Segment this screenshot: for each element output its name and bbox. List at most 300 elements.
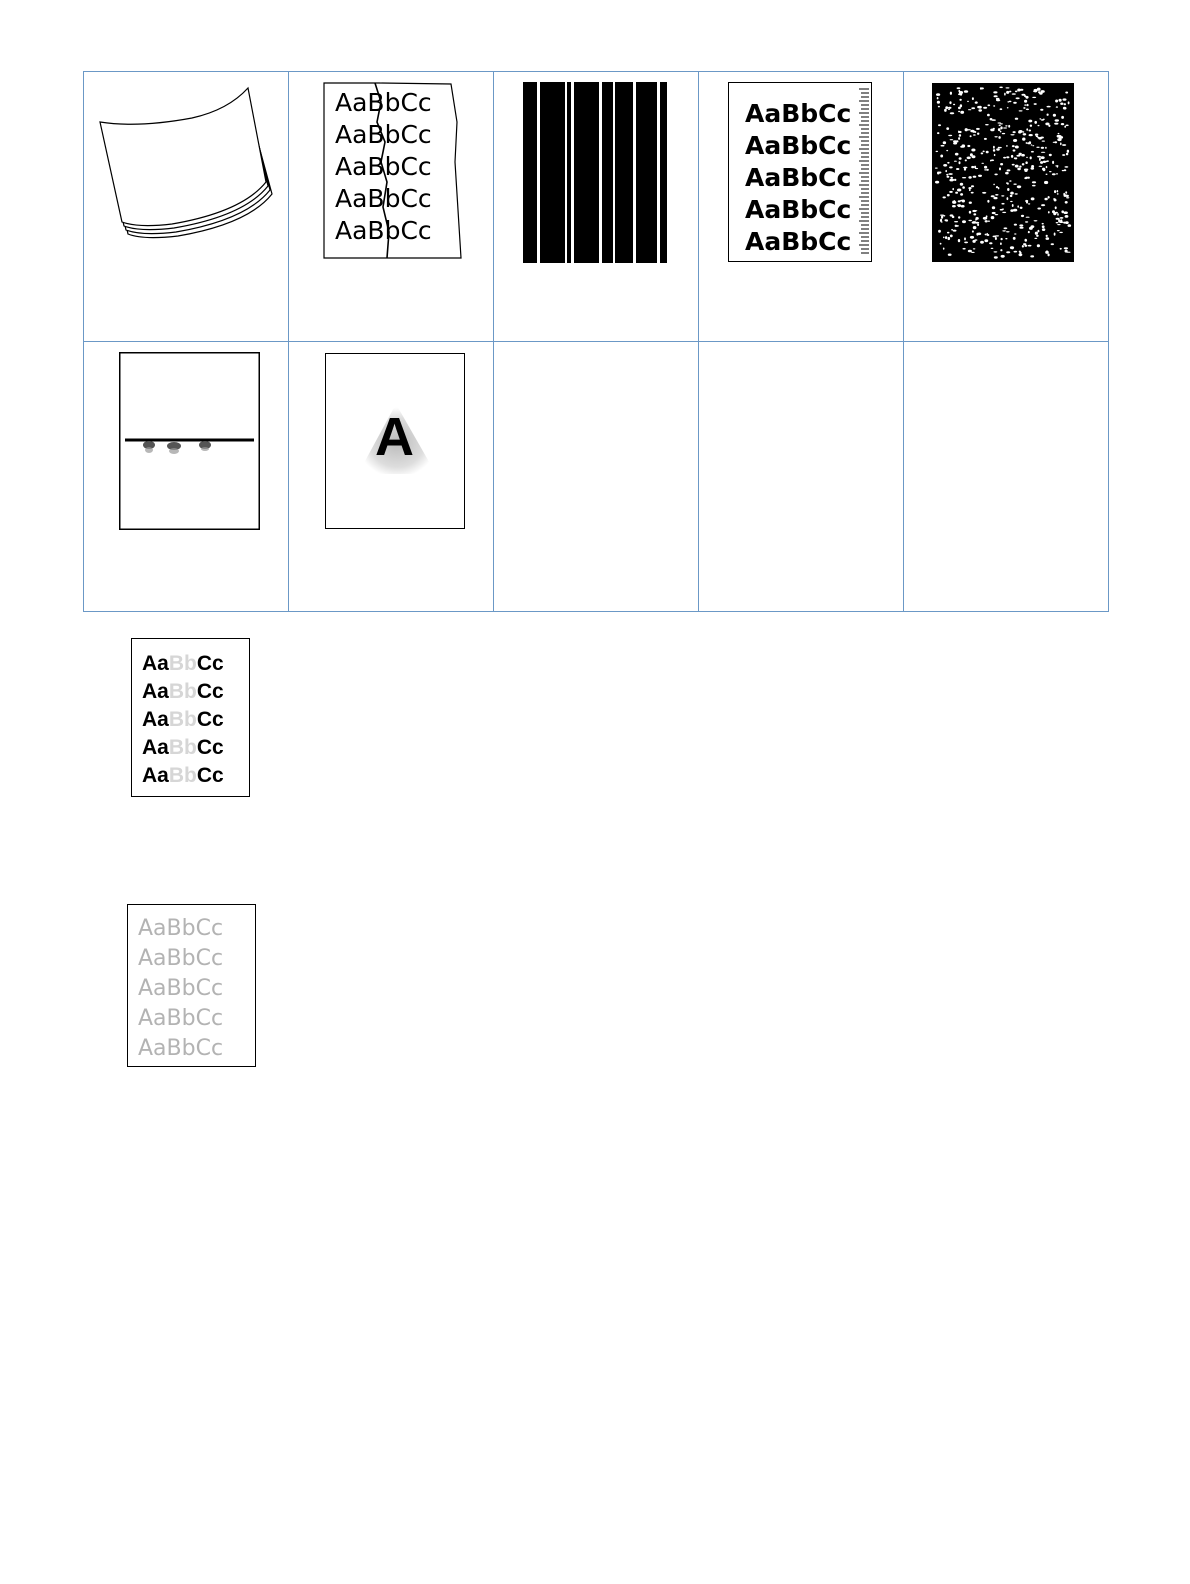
speckle-dot: [964, 237, 966, 240]
speckle-dot: [1024, 100, 1027, 103]
speckle-dot: [981, 152, 984, 154]
speckle-dot: [958, 204, 961, 207]
speckle-dot: [1028, 245, 1032, 247]
speckle-dot: [1004, 93, 1006, 96]
speckle-dot: [1022, 245, 1024, 248]
speckle-dot: [1006, 91, 1009, 94]
speckle-dot: [1015, 146, 1019, 149]
speckle-dot: [1040, 109, 1043, 111]
speckle-dot: [1002, 212, 1006, 213]
speckle-dot: [1006, 145, 1008, 147]
speckle-dot: [1048, 254, 1050, 257]
speckle-dot: [1037, 88, 1041, 91]
speckle-dot: [992, 119, 996, 121]
speckle-dot: [1006, 182, 1008, 184]
speckle-dot: [943, 237, 945, 239]
speckle-dot: [935, 168, 938, 169]
speckle-dot: [946, 127, 949, 130]
sample-text-line: AaBbCc: [138, 946, 224, 971]
speckle-dot: [1054, 190, 1056, 193]
speckle-dot: [1049, 154, 1052, 156]
speckle-dot: [1044, 181, 1048, 184]
speckle-dot: [992, 212, 996, 214]
speckle-dot: [952, 205, 956, 207]
speckle-dot: [1015, 91, 1018, 93]
speckle-dot: [961, 205, 965, 208]
speckle-dot: [1007, 188, 1009, 191]
speckle-dot: [1020, 207, 1023, 209]
sample-text-line: AaBbCc: [745, 227, 852, 256]
speckle-dot: [1002, 230, 1006, 231]
speckle-dot: [1012, 93, 1016, 95]
speckle-dot: [993, 128, 995, 130]
vertical-streaks-illustration: [523, 82, 667, 263]
speckle-dot: [963, 248, 966, 250]
speckle-dot: [943, 215, 945, 217]
speckle-dot: [978, 175, 982, 177]
speckle-dot: [937, 172, 940, 175]
speckle-dot: [985, 124, 989, 125]
speckle-dot: [1017, 205, 1019, 207]
speckle-dot: [1027, 177, 1030, 179]
speckle-dot: [970, 153, 973, 156]
speckle-dot: [1026, 157, 1028, 158]
speckle-dot: [1007, 107, 1009, 108]
speckle-dot: [951, 179, 953, 181]
speckle-dot: [1023, 133, 1027, 135]
speckle-dot: [980, 87, 982, 89]
speckle-dot: [1019, 224, 1023, 226]
speckle-dot: [999, 87, 1003, 89]
sample-text-line: AaBbCc: [138, 1006, 224, 1031]
speckle-dot: [1025, 161, 1027, 164]
speckle-dot: [998, 136, 1000, 139]
dark-text: Cc: [196, 708, 224, 731]
sample-text-line: AaBbCc: [335, 152, 432, 181]
speckle-dot: [1009, 180, 1011, 182]
speckle-dot: [1060, 142, 1062, 145]
speckle-dot: [1041, 147, 1044, 149]
speckle-dot: [999, 167, 1001, 170]
speckle-dot: [945, 236, 947, 239]
speckle-dot: [1042, 225, 1045, 228]
speckle-dot: [1038, 137, 1042, 140]
speckle-dot: [967, 145, 970, 147]
speckle-dot: [960, 183, 963, 186]
speckle-dot: [943, 248, 945, 250]
speckle-dot: [1049, 171, 1052, 172]
speckle-dot: [962, 220, 966, 223]
speckle-dot: [987, 200, 989, 203]
table-cell-horizontal-line: [84, 342, 289, 612]
speckle-dot: [995, 194, 998, 196]
speckle-dot: [1055, 119, 1059, 121]
speckle-dot: [1011, 155, 1013, 158]
speckle-dot: [1041, 204, 1045, 206]
speckle-dot: [953, 142, 957, 145]
speckle-dot: [1066, 195, 1069, 197]
speckle-dot: [1021, 215, 1024, 217]
speckle-dot: [993, 149, 995, 152]
speckle-dot: [964, 242, 968, 244]
speckle-dot: [996, 186, 998, 188]
speckle-dot: [958, 131, 960, 134]
speckle-dot: [995, 235, 999, 236]
speckle-dot: [1065, 92, 1068, 94]
speckle-dot: [1017, 89, 1021, 92]
speckle-dot: [951, 229, 953, 231]
speckle-dot: [970, 236, 974, 239]
speckle-dot: [1014, 233, 1016, 234]
speckle-dot: [1025, 221, 1028, 222]
speckle-dot: [957, 189, 961, 192]
speckle-dot: [1060, 217, 1064, 219]
speckle-dot: [1015, 118, 1018, 120]
speckle-dot: [1019, 253, 1023, 256]
speckle-dot: [948, 107, 952, 109]
speckle-dot: [972, 230, 974, 232]
speckle-dot: [947, 176, 950, 178]
speckle-dot: [1046, 250, 1048, 251]
speckle-dot: [967, 101, 969, 102]
speckle-dot: [1019, 227, 1023, 229]
speckle-dot: [1026, 217, 1030, 218]
speckle-dot: [941, 221, 943, 222]
speckle-dot: [987, 234, 989, 236]
speckle-dot: [1064, 211, 1068, 214]
speckle-dot: [1044, 198, 1047, 201]
sample-text-line: [142, 653, 224, 674]
speckle-dot: [1013, 184, 1016, 185]
speckle-dot: [1046, 174, 1048, 175]
speckle-dot: [959, 157, 962, 160]
speckle-dot: [1064, 126, 1066, 128]
table-cell-vertical-streaks: [494, 72, 699, 342]
speckle-dot: [977, 224, 979, 227]
sample-text-line: AaBbCc: [335, 216, 432, 245]
speckle-dot: [1057, 224, 1060, 225]
speckle-dot: [950, 92, 952, 95]
speckle-dot: [977, 133, 979, 135]
speckle-dot: [973, 176, 977, 178]
speckle-dot: [968, 250, 972, 253]
faded-middle-illustration: [131, 638, 250, 797]
speckle-dot: [1065, 166, 1069, 168]
speckle-dot: [984, 166, 987, 169]
speckle-dot: [1036, 235, 1039, 237]
speckle-dot: [1034, 238, 1037, 239]
sample-text-line: [142, 709, 224, 730]
speckle-dot: [1027, 142, 1030, 144]
speckle-dot: [960, 193, 963, 196]
speckle-dot: [989, 242, 992, 244]
speckle-dot: [954, 179, 956, 181]
speckle-dot: [1039, 118, 1041, 119]
speckle-dot: [950, 139, 954, 140]
sample-text-line: AaBbCc: [745, 163, 852, 192]
speckle-dot: [1028, 120, 1032, 123]
table-row: [84, 72, 1109, 342]
sample-text-line: AaBbCc: [335, 120, 432, 149]
speckle-dot: [959, 99, 961, 101]
speckle-dot: [959, 161, 961, 164]
speckle-dot: [962, 200, 965, 203]
speckle-dot: [935, 181, 939, 184]
speckle-dot: [1066, 153, 1068, 156]
speckle-dot: [937, 132, 939, 134]
speckle-dot: [1013, 149, 1016, 151]
speckle-dot: [1059, 99, 1062, 102]
speckle-dot: [949, 191, 953, 193]
faded-text: Bb: [168, 736, 197, 759]
speckle-dot: [978, 109, 982, 111]
speckle-dot: [1013, 139, 1017, 142]
speckle-dot: [936, 151, 939, 152]
speckle-dot: [948, 237, 951, 240]
speckle-dot: [950, 112, 954, 114]
speckle-dot: [1000, 108, 1003, 110]
sample-text-line: AaBbCc: [138, 976, 224, 1001]
speckle-dot: [1028, 231, 1030, 233]
speckle-dot: [943, 164, 947, 167]
speckle-dot: [1066, 125, 1069, 127]
speckle-dot: [982, 192, 986, 194]
speckle-dot: [952, 216, 955, 218]
speckle-dot: [938, 230, 941, 233]
speckle-dot: [1057, 230, 1060, 231]
speckle-dot: [1031, 144, 1033, 145]
speckle-dot: [1012, 247, 1014, 249]
speckle-dot: [985, 220, 988, 222]
speckle-dot: [1022, 163, 1025, 165]
speckle-dot: [1046, 237, 1050, 240]
speckle-dot: [1023, 243, 1026, 245]
sample-text-line: AaBbCc: [335, 184, 432, 213]
speckle-dot: [1005, 125, 1007, 126]
speckle-dot: [1051, 243, 1054, 245]
speckle-dot: [1054, 123, 1058, 125]
speckle-dot: [991, 195, 995, 197]
speckle-dot: [1017, 185, 1021, 188]
speckle-dot: [1026, 142, 1028, 144]
speckle-dot: [964, 90, 968, 93]
speckle-dot: [953, 104, 955, 105]
speckle-dot: [958, 137, 960, 140]
speckle-dot: [1003, 127, 1007, 128]
speckle-dot: [1065, 191, 1067, 194]
speckle-dot: [948, 109, 950, 110]
table-cell-speckled-page: [904, 72, 1109, 342]
speckle-dot: [948, 254, 952, 256]
speckle-dot: [1057, 193, 1059, 195]
speckle-dot: [947, 232, 950, 234]
speckle-dot: [994, 95, 998, 97]
speckle-dot: [945, 106, 948, 109]
print-defect-table: [83, 71, 1109, 612]
speckle-dot: [949, 101, 951, 104]
speckle-dot: [1001, 203, 1004, 205]
speckle-dot: [1039, 166, 1043, 167]
speckle-dot: [1040, 90, 1044, 93]
speckle-dot: [1037, 244, 1040, 247]
speckle-dot: [971, 252, 975, 253]
dark-text: Aa: [142, 680, 169, 703]
speckle-dot: [1019, 153, 1021, 155]
speckle-dot: [978, 106, 981, 109]
speckle-dot: [1052, 173, 1056, 175]
speckle-dot: [1013, 237, 1016, 240]
speckle-dot: [1047, 114, 1049, 116]
speckle-dot: [1032, 97, 1036, 98]
speckle-dot: [1045, 147, 1047, 149]
speckle-dot: [994, 154, 996, 156]
dark-text: Aa: [142, 708, 169, 731]
speckle-dot: [1022, 131, 1024, 132]
speckle-dot: [991, 216, 995, 219]
speckle-dot: [958, 216, 960, 218]
speckle-dot: [944, 109, 947, 112]
speckle-dot: [1000, 249, 1002, 251]
faded-text: Bb: [168, 680, 197, 703]
speckle-dot: [1046, 166, 1048, 168]
speckle-dot: [1000, 209, 1003, 211]
speckle-dot: [1000, 242, 1002, 245]
speckle-dot: [1037, 156, 1041, 158]
speckle-dot: [962, 177, 966, 178]
speckle-dot: [1052, 210, 1055, 213]
speckle-dot: [1025, 200, 1028, 202]
table-row: [84, 342, 1109, 612]
speckle-dot: [1021, 94, 1025, 96]
speckle-dot: [1045, 123, 1049, 126]
speckle-dot: [1060, 248, 1062, 250]
speckle-dot: [1013, 102, 1017, 104]
speckle-dot: [1034, 220, 1038, 221]
speckle-dot: [994, 136, 997, 137]
speckle-dot: [1061, 116, 1064, 119]
speckle-dot: [1024, 169, 1028, 171]
speckle-dot: [1039, 158, 1041, 161]
horizontal-line-smear-illustration: [119, 352, 260, 530]
speckle-dot: [969, 189, 971, 191]
speckle-dot: [968, 176, 971, 179]
speckle-dot: [1055, 100, 1058, 103]
speckle-dot: [973, 134, 976, 136]
speckle-dot: [1014, 157, 1016, 159]
dark-text: Cc: [196, 652, 224, 675]
speckle-dot: [992, 206, 995, 209]
table-cell-ruler-marks: [699, 72, 904, 342]
speckle-dot: [1027, 104, 1029, 106]
speckle-dot: [1034, 121, 1037, 124]
speckle-dot: [973, 213, 976, 215]
speckle-dot: [937, 97, 939, 99]
speckle-dot: [1000, 131, 1002, 133]
speckle-dot: [938, 106, 940, 108]
speckle-dot: [1007, 169, 1011, 171]
speckle-dot: [946, 174, 948, 176]
speckle-dot: [954, 161, 957, 162]
speckle-dot: [1029, 134, 1033, 136]
speckle-dot: [1012, 145, 1015, 147]
speckle-dot: [1017, 168, 1021, 171]
speckle-dot: [999, 125, 1001, 127]
speckle-dot: [1042, 223, 1044, 225]
speckle-dot: [1068, 101, 1070, 104]
speckle-dot: [1053, 142, 1055, 143]
speckle-dot: [971, 107, 975, 109]
speckle-dot: [983, 107, 987, 109]
speckle-dot: [1056, 222, 1059, 223]
speckle-dot: [1018, 130, 1022, 133]
speckle-dot: [993, 146, 995, 149]
speckle-dot: [1008, 125, 1010, 128]
speckle-dot: [987, 114, 990, 117]
speckle-dot: [974, 239, 977, 241]
speckle-dot: [1031, 225, 1035, 228]
speckle-dot: [964, 168, 966, 171]
speckle-dot: [1047, 106, 1051, 108]
speckle-dot: [943, 141, 946, 144]
speckle-dot: [1010, 195, 1013, 197]
speckle-dot: [959, 91, 963, 94]
speckle-dot: [1003, 157, 1006, 159]
speckle-dot: [1059, 136, 1063, 139]
speckle-dot: [1015, 165, 1019, 168]
sample-text-line: [142, 737, 224, 758]
speckle-dot: [998, 128, 1001, 131]
speckle-dot: [1024, 104, 1026, 105]
speckle-dot: [1062, 144, 1066, 146]
dark-text: Cc: [196, 764, 224, 787]
speckle-dot: [1004, 227, 1008, 229]
speckle-dot: [1002, 133, 1005, 134]
speckle-dot: [1036, 136, 1039, 137]
speckle-dot: [986, 215, 988, 217]
speckle-dot: [960, 104, 962, 107]
speckle-dot: [1012, 204, 1014, 207]
speckle-dot: [1061, 123, 1064, 125]
sample-text-line: AaBbCc: [745, 99, 852, 128]
sample-text-line: AaBbCc: [745, 195, 852, 224]
speckle-dot: [1026, 128, 1028, 131]
speckle-dot: [955, 192, 958, 194]
speckle-dot: [995, 237, 997, 240]
speckle-dot: [1007, 101, 1009, 102]
speckle-dot: [1053, 114, 1056, 117]
speckle-dot: [993, 197, 997, 199]
speckle-dot: [1034, 103, 1037, 105]
speckle-dot: [940, 155, 943, 158]
table-cell-toner-scatter: [289, 342, 494, 612]
speckle-dot: [998, 122, 1002, 123]
speckle-dot: [1046, 235, 1048, 237]
speckle-dot: [938, 124, 941, 126]
ruler-marks-illustration: [728, 82, 872, 262]
speckle-dot: [1014, 251, 1018, 253]
curled-paper-illustration: [98, 84, 282, 244]
speckle-dot: [1006, 87, 1010, 88]
dark-text: Cc: [196, 736, 224, 759]
speckle-dot: [1064, 103, 1066, 105]
speckle-dot: [1061, 219, 1063, 222]
speckle-dot: [1065, 215, 1069, 218]
speckle-dot: [1037, 208, 1041, 210]
speckle-dot: [1063, 98, 1067, 100]
speckle-dot: [988, 221, 990, 222]
speckle-dot: [990, 160, 992, 162]
speckle-dot: [1062, 170, 1065, 171]
